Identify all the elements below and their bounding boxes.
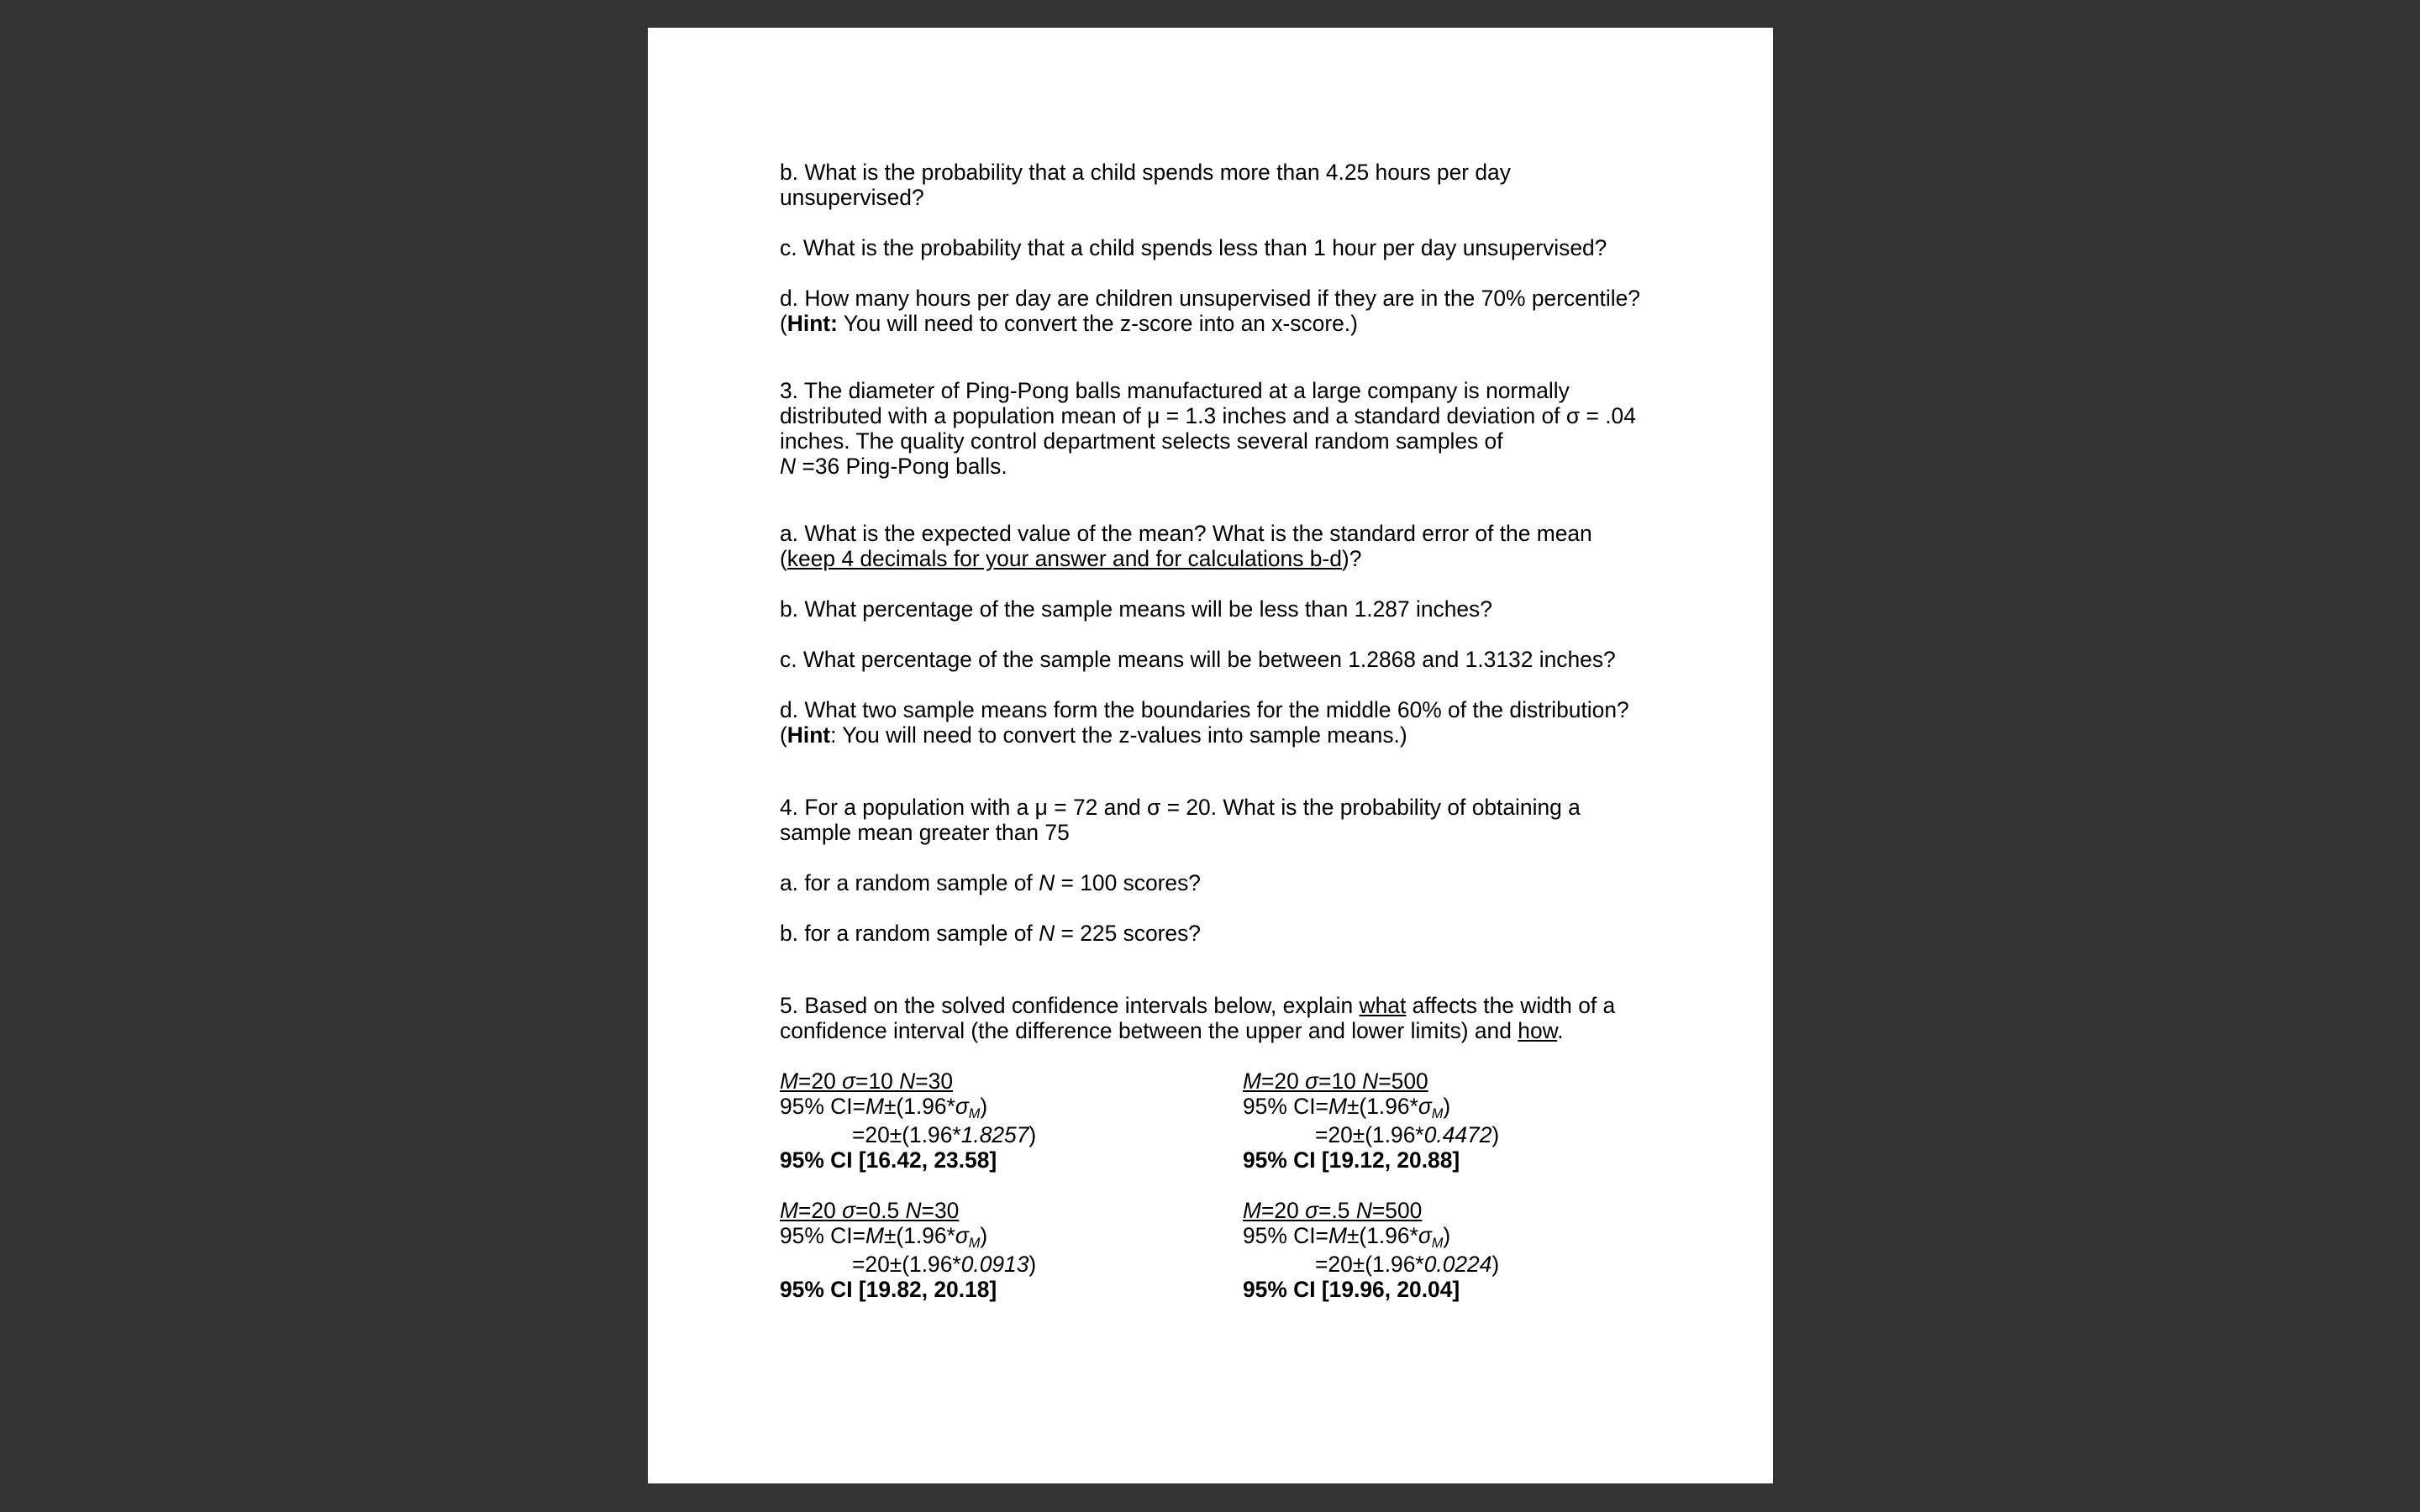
q3-N: N	[780, 454, 797, 479]
ci-formula: 95% $CI=M\pm(1.96*\sigma_M)$	[780, 1223, 988, 1252]
q2b-text: b. What is the probability that a child spends more than 4.25 hours per day unsupervised?	[780, 160, 1511, 210]
ci-examples	[780, 1068, 1654, 1302]
ci-params: M=20 σ=10 N=500	[1243, 1068, 1428, 1094]
document-page	[648, 28, 1773, 1483]
ci-substitution: =20±(1.96*0.0913)	[852, 1252, 1037, 1277]
ci-formula: 95% $CI=M\pm(1.96*\sigma_M)$	[780, 1094, 988, 1122]
q3-stem-text: 3. The diameter of Ping-Pong balls manufactured at a large company is normally distributed with a population mean of μ = 1.3 inches and a standard deviation of σ = .04 inches. The quality control department selects several random samples of	[780, 378, 1636, 454]
q4b-pre: b. for a random sample of	[780, 921, 1033, 946]
q3b-text: b. What percentage of the sample means will be less than 1.287 inches?	[780, 596, 1492, 622]
ci-formula: 95% $CI=M\pm(1.96*\sigma_M)$	[1243, 1223, 1451, 1252]
q3d-hint-text: : You will need to convert the z-values into sample means.)	[830, 722, 1407, 748]
q2d-text: d. How many hours per day are children unsupervised if they are in the 70% percentile? (Hint: You will need to convert the z-score into an x-score.)	[780, 286, 1640, 336]
ci-result: 95% CI [19.96, 20.04]	[1243, 1277, 1460, 1302]
ci-params: M=20 σ=10 N=30	[780, 1068, 953, 1094]
q3d-question: d. What two sample means form the boundaries for the middle 60% of the distribution?	[780, 697, 1629, 722]
q5-stem-1: 5. Based on the solved confidence intervals below, explain	[780, 993, 1354, 1018]
q3d-hint-label: Hint	[786, 722, 831, 748]
q4a-N: N	[1039, 870, 1055, 895]
page-content	[780, 160, 1654, 1302]
q4a-post: = 100 scores?	[1060, 870, 1201, 895]
ci-formula: 95% $CI=M\pm(1.96*\sigma_M)$	[1243, 1094, 1451, 1122]
q3c-text: c. What percentage of the sample means will be between 1.2868 and 1.3132 inches?	[780, 647, 1616, 672]
q5-stem-end: .	[1557, 1018, 1564, 1043]
ci-block	[780, 1198, 1243, 1302]
q3a-question: a. What is the expected value of the mean? What is the standard error of the mean	[780, 521, 1592, 546]
ci-params: M=20 σ=0.5 N=30	[780, 1198, 960, 1223]
ci-substitution: =20±(1.96*1.8257)	[852, 1122, 1037, 1147]
q3-stem	[780, 378, 1654, 479]
q3a-text: a. What is the expected value of the mean? What is the standard error of the mean (keep 4 decimals for your answer and for calculations b-d)?	[780, 521, 1592, 571]
q3d-text: d. What two sample means form the boundaries for the middle 60% of the distribution? (Hint: You will need to convert the z-values into sample means.)	[780, 697, 1629, 748]
ci-substitution: =20±(1.96*0.4472)	[1315, 1122, 1500, 1147]
ci-block	[1243, 1198, 1654, 1302]
q3-stem-end: =36 Ping-Pong balls.	[802, 454, 1007, 479]
ci-result: 95% CI [19.82, 20.18]	[780, 1277, 997, 1302]
q5-what: what	[1359, 993, 1407, 1018]
ci-result: 95% CI [16.42, 23.58]	[780, 1147, 997, 1173]
q2d-question: d. How many hours per day are children unsupervised if they are in the 70% percentile?	[780, 286, 1640, 311]
q5-stem	[780, 993, 1654, 1043]
q4b-text	[780, 921, 1654, 946]
q2c-text: c. What is the probability that a child spends less than 1 hour per day unsupervised?	[780, 235, 1607, 260]
q5-how: how	[1518, 1018, 1558, 1043]
q4a-text	[780, 870, 1654, 895]
ci-block	[780, 1068, 1243, 1173]
ci-result: 95% CI [19.12, 20.88]	[1243, 1147, 1460, 1173]
q2d-hint-text: You will need to convert the z-score into an x-score.)	[843, 311, 1358, 336]
ci-params: M=20 σ=.5 N=500	[1243, 1198, 1423, 1223]
q4-stem: 4. For a population with a μ = 72 and σ = 20. What is the probability of obtaining a sample mean greater than 75	[780, 795, 1581, 845]
q4a-pre: a. for a random sample of	[780, 870, 1033, 895]
ci-block	[1243, 1068, 1654, 1173]
q4b-post: = 225 scores?	[1060, 921, 1201, 946]
q5-stem-2: affects the width of a confidence interval (the difference between the upper and lower limits) and	[780, 993, 1616, 1043]
ci-substitution: =20±(1.96*0.0224)	[1315, 1252, 1500, 1277]
q3a-underlined-note: keep 4 decimals for your answer and for calculations b-d	[786, 546, 1342, 571]
q2d-hint-label: Hint:	[786, 311, 838, 336]
q4b-N: N	[1039, 921, 1055, 946]
